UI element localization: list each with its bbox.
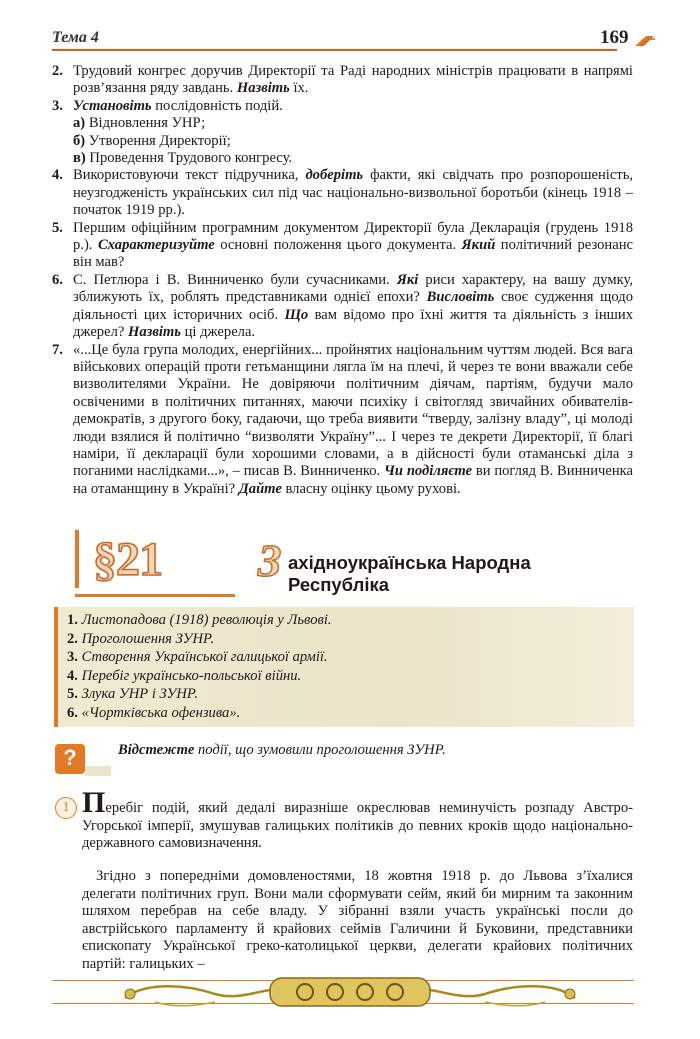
review-prompt: Відстежте події, що зумовили проголошення ЗУНР. xyxy=(118,742,446,758)
plan-list xyxy=(67,611,332,723)
body-paragraph: Перебіг подій, який дедалі виразніше окреслював неминучість розпаду Австро-Угорської імперії, змушував галицьких політиків до певних кроків щодо національно-державного самовизначення. xyxy=(82,786,633,852)
option-a: а) Відновлення УНР; xyxy=(73,115,206,132)
question-item: 7. «...Це була група молодих, енергійних... пройнятих національним чуттям людей. Вся вага військових операцій проти гетьманщини лягла їм на плечі, й через те вони вважали себе визволителями України. Не довіряючи політичним діячам, партіям, будучи мало освіченими в політичних питаннях, маючи психіку і світогляд звичайних обивателів-демократів, з другого боку, гадаючи, що треба виявити “тверду, залізну владу”, ці молоді люди взялися й політично “визволяти Україну”... І через те декрети Директорії, її благі наміри, її декларації були хорошими словами, а в дійсності були отаманські діла з поганими наслідками...», – писав В. Винниченко. Чи поділяєте ви погляд В. Винниченка на отаманщину в Україні? Дайте власну оцінку цьому руховi. xyxy=(52,341,633,497)
drop-cap: П xyxy=(82,786,106,819)
paragraph-marker-icon: 1 xyxy=(55,797,77,819)
plan-item: 2. Проголошення ЗУНР. xyxy=(67,630,215,647)
section-number: §21 xyxy=(93,533,162,586)
body-paragraph: Згідно з попередніми домовленостями, 18 жовтня 1918 р. до Львова з’їхалися делегати політичних груп. Вони мали сформувати сейм, який би мирним та законним шляхом перебрав на себе владу. У зібранні взяли участь українські посли до австрійського парламенту й крайових сеймів Галичини й Буковини, представники єпископату Української греко-католицької церкви, делегати крайових політичних партій: галицьких – xyxy=(82,868,633,972)
lesson-plan-box xyxy=(54,607,634,727)
plan-accent-bar xyxy=(54,607,58,727)
plan-item: 4. Перебіг українсько-польської війни. xyxy=(67,667,302,684)
plan-item: 6. «Чортківська офензива». xyxy=(67,704,241,721)
option-c: в) Проведення Трудового конгресу. xyxy=(73,150,293,167)
section-vertical-rule xyxy=(75,530,79,588)
section-horizontal-rule xyxy=(75,594,235,597)
plan-item: 1. Листопадова (1918) революція у Львові. xyxy=(67,612,332,628)
option-b: б) Утворення Директорії; xyxy=(73,132,231,149)
topic-label: Тема 4 xyxy=(52,29,99,46)
header-rule xyxy=(52,49,617,51)
plan-item: 3. Створення Української галицької армії. xyxy=(67,649,328,666)
section-initial-letter: З xyxy=(258,535,282,586)
question-icon: ? xyxy=(55,744,85,774)
section-heading xyxy=(75,530,635,605)
page-number: 169 xyxy=(600,27,629,48)
question-item: 6. С. Петлюра і В. Винниченко були сучасниками. Які риси характеру, на вашу думку, зближують їх, роблять представниками однієї епохи? Висловіть своє судження щодо діяльності цих історичних осіб. Що вам відомо про їхні життя та діяльність з інших джерел? Назвіть ці джерела. xyxy=(52,271,634,341)
page-header xyxy=(52,26,652,56)
question-icon-shadow xyxy=(85,766,111,776)
question-item: 2. Трудовий конгрес доручив Директорії та Раді народних міністрів працювати в напрямі розв’язання ряду завдань. Назвіть їх. xyxy=(52,63,633,97)
question-item: 3. Установіть послідовність подій. а) Відновлення УНР; б) Утворення Директорії; в) Проведення Трудового конгресу. xyxy=(52,98,633,168)
section-title: ахідноукраїнська Народна Республіка xyxy=(288,552,531,595)
questions-list xyxy=(52,63,633,498)
footer-ornament-icon xyxy=(95,972,605,1012)
plan-item: 5. Злука УНР і ЗУНР. xyxy=(67,686,199,703)
question-item: 5. Першим офіційним програмним документом Директорії була Декларація (грудень 1918 р.). Схарактеризуйте основні положення цього документа. Який політичний резонанс він мав? xyxy=(52,219,633,271)
corner-ornament-icon xyxy=(634,34,656,48)
question-item: 4. Використовуючи текст підручника, доберіть факти, які свідчать про розпорошеність, неузгодженість українських сил під час національно-визвольної боротьби (кінець 1918 – початок 1919 рр.). xyxy=(52,167,633,219)
